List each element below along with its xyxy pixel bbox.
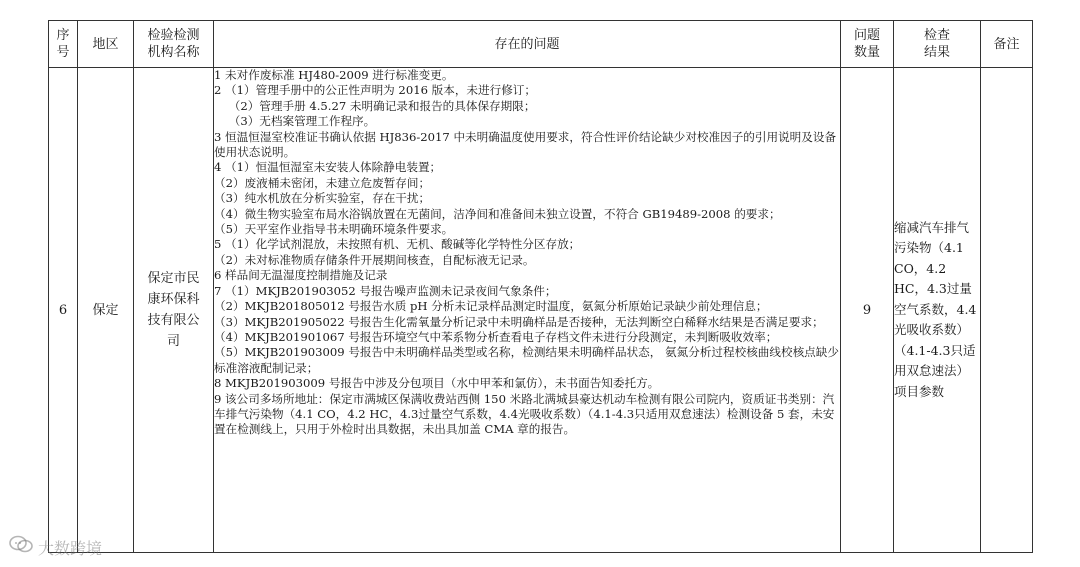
header-region: 地区 xyxy=(78,21,134,68)
table-row xyxy=(49,68,1033,553)
issue-line: 8 MKJB201903009 号报告中涉及分包项目（水中甲苯和氯仿），未书面告知委托方。 xyxy=(214,376,660,391)
cell-result: 缩减汽车排气污染物（4.1 CO，4.2 HC，4.3过量空气系数，4.4光吸收系数）（4.1-4.3只适用双怠速法）项目参数 xyxy=(894,68,981,553)
header-row xyxy=(49,21,1033,68)
header-org: 检验检测 机构名称 xyxy=(134,21,214,68)
cell-seq: 6 xyxy=(49,68,78,553)
issue-line: （2）废液桶未密闭，未建立危废暂存间； xyxy=(214,175,431,190)
cell-count: 9 xyxy=(841,68,894,553)
header-count: 问题 数量 xyxy=(841,21,894,68)
cell-region: 保定 xyxy=(78,68,134,553)
issue-line: 1 未对作废标准 HJ480-2009 进行标准变更。 xyxy=(214,68,454,82)
watermark xyxy=(8,534,102,560)
issue-line: （5）天平室作业指导书未明确环境条件要求。 xyxy=(214,222,454,237)
issue-line: 2 （1）管理手册中的公正性声明为 2016 版本，未进行修订； xyxy=(214,83,536,98)
cell-org: 保定市民康环保科技有限公司 xyxy=(134,68,214,553)
issue-line: （5）MKJB201903009 号报告中未明确样品类型或名称，检测结果未明确样品状态， 氨氮分析过程校核曲线校核点缺少标准溶液配制记录； xyxy=(214,345,839,375)
issue-line: （3）MKJB201905022 号报告生化需氧量分析记录中未明确样品是否接种，无法判断空白稀释水结果是否满足要求； xyxy=(214,314,824,329)
watermark-text: 大数跨境 xyxy=(38,538,103,558)
chat-bubble-icon xyxy=(8,534,38,560)
issue-line: 7 （1）MKJB201903052 号报告噪声监测未记录夜间气象条件； xyxy=(214,283,557,298)
issue-line: 9 该公司多场所地址：保定市满城区保满收费站西侧 150 米路北满城县豪达机动车检测有限公司院内，资质证书类别：汽车排气污染物（4.1 CO，4.2 HC，4.3过量空气系数，4.4光吸收系数）（4.1-4.3只适用双怠速法）检测设备 5 套，未安置在检测线上，只用于外检时出具数据，未出具加盖 CMA 章的报告。 xyxy=(214,391,835,437)
issue-line: （4）MKJB201901067 号报告环境空气中苯系物分析查看电子存档文件未进行分段测定，未判断吸收效率； xyxy=(214,329,778,344)
inspection-table xyxy=(48,20,1033,553)
issue-line: （4）微生物实验室布局水浴锅放置在无菌间，洁净间和准备间未独立设置，不符合 GB19489-2008 的要求； xyxy=(214,206,781,221)
issue-line: （3）无档案管理工作程序。 xyxy=(214,114,376,129)
issue-line: （2）管理手册 4.5.27 未明确记录和报告的具体保存期限； xyxy=(214,98,536,113)
header-issues: 存在的问题 xyxy=(214,21,841,68)
issue-line: 6 样品间无温湿度控制措施及记录 xyxy=(214,268,388,283)
issue-line: 5 （1）化学试剂混放，未按照有机、无机、酸碱等化学特性分区存放； xyxy=(214,237,581,252)
header-remark: 备注 xyxy=(981,21,1033,68)
cell-remark xyxy=(981,68,1033,553)
issue-line: 3 恒温恒湿室校准证书确认依据 HJ836-2017 中未明确温度使用要求，符合性评价结论缺少对校准因子的引用说明及设备使用状态说明。 xyxy=(214,129,837,160)
issue-line: （2）MKJB201805012 号报告水质 pH 分析未记录样品测定时温度，氨氮分析原始记录缺少前处理信息； xyxy=(214,299,768,314)
issue-line: （3）纯水机放在分析实验室，存在干扰； xyxy=(214,191,431,206)
cell-issues xyxy=(214,68,841,553)
header-seq: 序 号 xyxy=(49,21,78,68)
header-result: 检查 结果 xyxy=(894,21,981,68)
issue-line: （2）未对标准物质存储条件开展期间核查，自配标液无记录。 xyxy=(214,252,535,267)
issue-line: 4 （1）恒温恒湿室未安装人体除静电装置； xyxy=(214,160,442,175)
